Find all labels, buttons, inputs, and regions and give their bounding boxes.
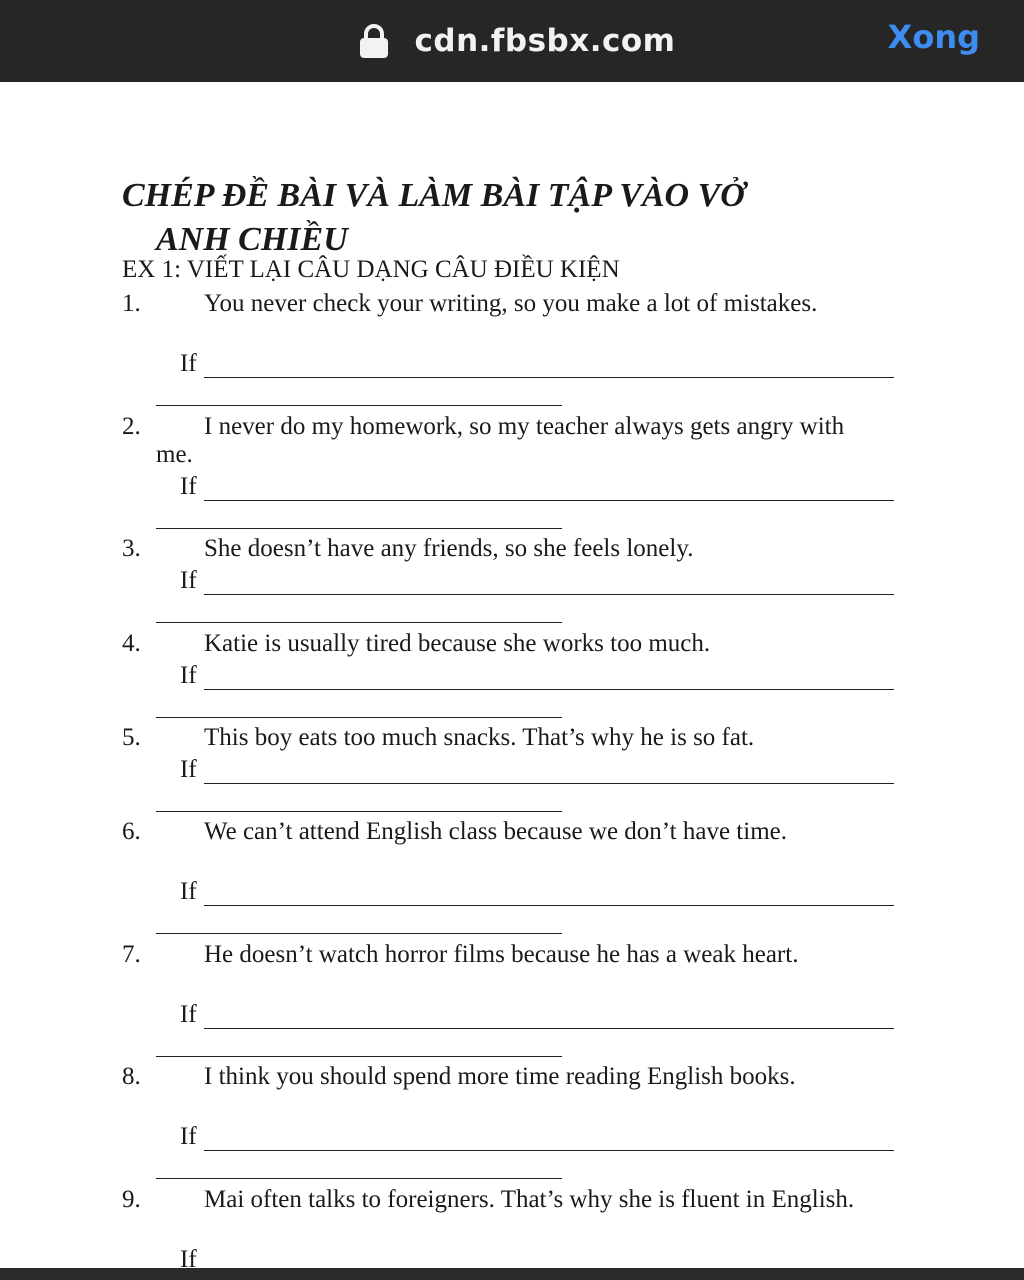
- answer-line[interactable]: [204, 1028, 894, 1029]
- answer-line[interactable]: [204, 905, 894, 906]
- if-label: If: [180, 1246, 197, 1268]
- answer-line[interactable]: [204, 594, 894, 595]
- item-sentence: I never do my homework, so my teacher always gets angry with me.: [156, 413, 845, 468]
- answer-line-continuation[interactable]: [156, 717, 562, 718]
- answer-line[interactable]: [204, 1150, 894, 1151]
- if-label: If: [180, 350, 197, 377]
- browser-top-bar: [0, 0, 1024, 82]
- item-number: 7.: [122, 941, 141, 968]
- item-sentence: She doesn’t have any friends, so she feels lonely.: [204, 535, 694, 562]
- if-label: If: [180, 1001, 197, 1028]
- if-label: If: [180, 756, 197, 783]
- answer-line-continuation[interactable]: [156, 811, 562, 812]
- answer-line[interactable]: [204, 689, 894, 690]
- title-line-2: ANH CHIỀU: [156, 221, 348, 258]
- exercise-heading: EX 1: VIẾT LẠI CÂU DẠNG CÂU ĐIỀU KIỆN: [122, 256, 620, 283]
- if-label: If: [180, 473, 197, 500]
- if-label: If: [180, 878, 197, 905]
- if-label: If: [180, 567, 197, 594]
- answer-line[interactable]: [204, 377, 894, 378]
- lock-icon: [359, 24, 389, 58]
- document-page: [0, 82, 1024, 1268]
- answer-line-continuation[interactable]: [156, 1178, 562, 1179]
- answer-line[interactable]: [204, 783, 894, 784]
- item-sentence: Katie is usually tired because she works too much.: [204, 630, 711, 657]
- answer-line-continuation[interactable]: [156, 528, 562, 529]
- answer-line[interactable]: [204, 500, 894, 501]
- item-sentence: I think you should spend more time reading English books.: [204, 1063, 796, 1090]
- if-label: If: [180, 662, 197, 689]
- title-line-1: CHÉP ĐỀ BÀI VÀ LÀM BÀI TẬP VÀO VỞ: [122, 177, 745, 214]
- item-number: 5.: [122, 724, 141, 751]
- answer-line-continuation[interactable]: [156, 622, 562, 623]
- done-button[interactable]: Xong: [887, 18, 980, 56]
- address-bar[interactable]: [0, 0, 1024, 82]
- address-bar-content: [359, 23, 676, 59]
- item-number: 9.: [122, 1186, 141, 1213]
- item-number: 3.: [122, 535, 141, 562]
- item-sentence: We can’t attend English class because we don’t have time.: [204, 818, 787, 845]
- item-number: 6.: [122, 818, 141, 845]
- answer-line-continuation[interactable]: [156, 1056, 562, 1057]
- item-sentence: You never check your writing, so you make a lot of mistakes.: [204, 290, 818, 317]
- item-number: 4.: [122, 630, 141, 657]
- answer-line-continuation[interactable]: [156, 405, 562, 406]
- item-number: 1.: [122, 290, 141, 317]
- page-title: [122, 174, 902, 262]
- url-text: cdn.fbsbx.com: [414, 23, 676, 59]
- item-sentence: He doesn’t watch horror films because he has a weak heart.: [204, 941, 799, 968]
- item-number: 8.: [122, 1063, 141, 1090]
- item-number: 2.: [122, 413, 141, 440]
- item-sentence: This boy eats too much snacks. That’s why he is so fat.: [204, 724, 755, 751]
- bottom-edge: [0, 1268, 1024, 1280]
- answer-line-continuation[interactable]: [156, 933, 562, 934]
- item-sentence: Mai often talks to foreigners. That’s why she is fluent in English.: [204, 1186, 855, 1213]
- if-label: If: [180, 1123, 197, 1150]
